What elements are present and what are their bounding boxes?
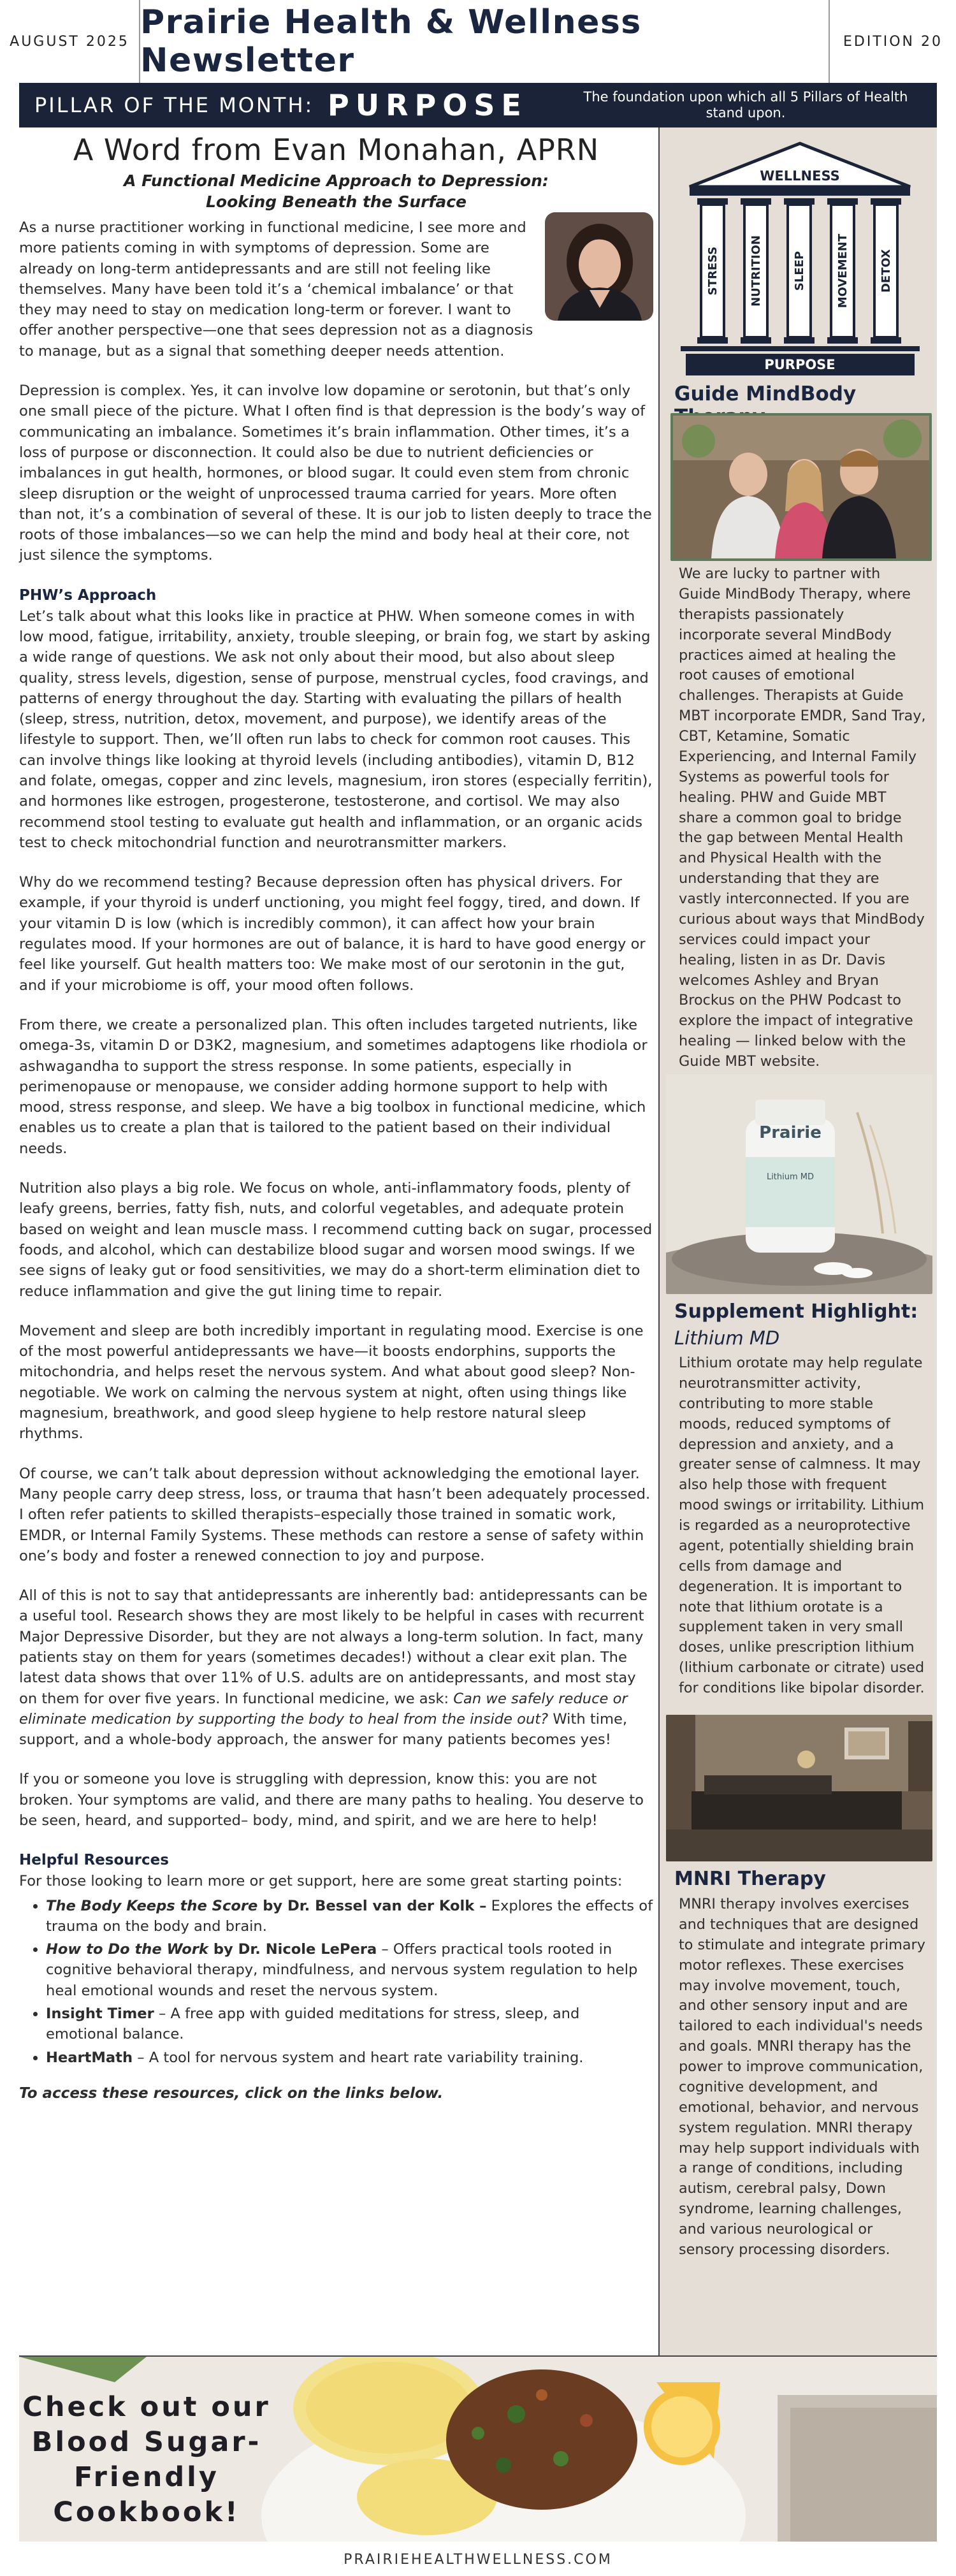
mbt-heading: Guide MindBody [674, 382, 857, 405]
article-paragraph: Movement and sleep are both incredibly important in regulating mood. Exercise is one of the most powerful antidepressants we have—it boosts endorphins, supports the mitochondria, and helps reset the nervous system. And what about good sleep? Non-negotiable. We work on calming the nervous system at night, often using things like magnesium, breathwork, and good sleep hygiene to help restore natural sleep rhythms. [19, 1322, 644, 1443]
approach-heading: PHW’s Approach [19, 586, 157, 604]
italic-question: Can we safely reduce or eliminate medication by supporting the body to heal from the inside out? [19, 1690, 628, 1728]
mbt-description: We are lucky to partner with Guide MindBody Therapy, where therapists passionately incorporate several MindBody practices aimed at healing the root causes of emotional challenges. Therapists at Guide MBT incorporate EMDR, Sand Tray, CBT, Ketamine, Somatic Experiencing, and Internal Family Systems as powerful tools for healing. PHW and Guide MBT share a common goal to bridge the gap between Mental Health and Physical Health with the understanding that they are vastly interconnected. If you are curious about ways that MindBody services could impact your healing, listen in as Dr. Davis welcomes Ashley and Bryan Brockus on the PHW Podcast to explore the impact of integrative healing — linked below with the Guide MBT website. [679, 565, 926, 1070]
column-label: SLEEP [793, 251, 806, 291]
author-headshot [545, 212, 653, 321]
resource-desc: Explores the effects of trauma on the body and brain. [46, 1897, 653, 1935]
column-label: NUTRITION [750, 235, 763, 307]
article-paragraph: Why do we recommend testing? Because depression often has physical drivers. For example, if your thyroid is underf unctioning, you might feel foggy, tired, and down. If your vitamin D is low (which is incredibly common), it can affect how your brain regulates mood. If your hormones are out of balance, it is hard to have good energy or feel like yourself. Gut health matters too: We make most of our serotonin in the gut, and if your microbiome is off, your mood often follows. [19, 874, 646, 994]
resource-title: How to Do the Work [46, 1941, 208, 1958]
cookbook-line-4: Cookbook! [53, 2496, 240, 2529]
temple-column [741, 198, 771, 344]
newsletter-header [0, 0, 956, 83]
temple-columns [697, 198, 901, 344]
edition-number: EDITION 20 [829, 0, 956, 83]
resource-title: Insight Timer [46, 2005, 154, 2023]
supplement-name: Lithium MD [674, 1327, 780, 1349]
mbt-team-photo [670, 413, 932, 561]
mnri-heading: MNRI Therapy [674, 1868, 826, 1890]
resource-item[interactable] [46, 2004, 653, 2045]
resource-desc: – A free app with guided meditations for stress, sleep, and emotional balance. [46, 2005, 580, 2043]
bottle-brand: Prairie [759, 1123, 822, 1142]
cookbook-banner[interactable] [19, 2357, 937, 2542]
resources-cta: To access these resources, click on the links below. [19, 2085, 444, 2102]
cookbook-cta[interactable] [19, 2390, 274, 2530]
column-label: MOVEMENT [836, 233, 850, 309]
column-label: STRESS [706, 246, 720, 296]
resource-desc: – Offers practical tools rooted in cognitive behavioral therapy, mindfulness, and nervous system regulation to help heal emotional wounds and reset the nervous system. [46, 1941, 638, 1999]
subtitle-line-2: Looking Beneath the Surface [205, 192, 467, 211]
resource-item[interactable] [46, 1939, 653, 2001]
temple-column [827, 198, 858, 344]
cookbook-line-2: Blood Sugar- [31, 2426, 262, 2459]
resource-item[interactable] [46, 2048, 653, 2068]
website-link[interactable]: PRAIRIEHEALTHWELLNESS.COM [344, 2552, 612, 2568]
article-paragraph: Depression is complex. Yes, it can involve low dopamine or serotonin, but that’s only one small piece of the picture. What I often find is that depression is the body’s way of communicating an imbalance. Sometimes it’s brain inflammation. Other times, it’s a loss of purpose or disconnection. It could also be due to nutrient deficiencies or imbalances in gut health, hormones, or blood sugar. It could even stem from chronic sleep disruption or the weight of unprocessed trauma carried for years. More often than not, it’s a combination of several of these. It is our job to listen deeply to trace the roots of those imbalances—so we can help the mind and body heal at their core, not just silence the symptoms. [19, 382, 652, 564]
article-title: A Word from Evan Monahan, APRN [73, 133, 600, 167]
pillar-label: PILLAR OF THE MONTH: [34, 93, 314, 117]
column-divider [658, 127, 660, 2355]
temple-roof-label: WELLNESS [760, 168, 840, 184]
temple-base-label: PURPOSE [764, 357, 836, 372]
column-label: DETOX [880, 249, 893, 293]
article-paragraph: Let’s talk about what this looks like in practice at PHW. When someone comes in with low mood, fatigue, irritability, anxiety, trouble sleeping, or brain fog, we start by asking a wide range of questions. We ask not only about their mood, but also about sleep quality, stress levels, digestion, sense of purpose, menstrual cycles, food cravings, and patterns of energy throughout the day. Starting with evaluating the pillars of health (sleep, stress, nutrition, detox, movement, and purpose), we identify areas of the lifestyle to support. Then, we’ll often run labs to check for common root causes. This can involve things like looking at thyroid levels (including antibodies), vitamin D, B12 and folate, omegas, copper and zinc levels, magnesium, iron stores (especially ferritin), and hormones like estrogen, progesterone, testosterone, and cortisol. We may also recommend stool testing to evaluate gut health and inflammation, or an organic acids test to check mitochondrial function and neurotransmitter markers. [19, 608, 653, 851]
resource-author: by Dr. Bessel van der Kolk – [257, 1897, 487, 1914]
temple-column [871, 198, 901, 344]
supplement-heading: Supplement Highlight: [674, 1300, 918, 1323]
resources-list [19, 1896, 653, 2068]
supplement-photo [666, 1074, 932, 1294]
pillar-of-month-bar [19, 83, 937, 127]
issue-date: AUGUST 2025 [0, 0, 140, 83]
resource-author: by Dr. Nicole LePera [208, 1941, 377, 1958]
text-run: All of this is not to say that antidepressants are inherently bad: antidepressants can be a useful tool. Research shows they are most likely to be helpful in cases with recurrent Major Depressive Disorder, but they are not always a long-term solution. In fact, many patients stay on them for years (sometimes decades!) without a clear exit plan. The latest data shows that over 11% of U.S. adults are on antidepressants, and most stay on them for over five years. In functional medicine, we ask: [19, 1587, 648, 1707]
article-paragraph: Nutrition also plays a big role. We focus on whole, anti-inflammatory foods, plenty of leafy greens, berries, fatty fish, nuts, and colorful vegetables, and adequate protein based on weight and lean muscle mass. I recommend cutting back on sugar, processed foods, and alcohol, which can destabilize blood sugar and worsen mood swings. If we see signs of leaky gut or food sensitivities, we may do a short-term elimination diet to reduce inflammation and give the gut lining time to repair. [19, 1180, 653, 1300]
resource-title: The Body Keeps the Score [46, 1897, 258, 1914]
bottle-label: Lithium MD [766, 1172, 815, 1182]
resources-intro: For those looking to learn more or get support, here are some great starting points: [19, 1873, 623, 1890]
temple-column [784, 198, 815, 344]
mnri-description: MNRI therapy involves exercises and techniques that are designed to stimulate and integrate primary motor reflexes. These exercises may involve movement, touch, and other sensory input and are tailored to each individual's needs and goals. MNRI therapy has the power to improve communication, cognitive development, and emotional, behavior, and nervous system regulation. MNRI therapy may help support individuals with a range of conditions, including autism, cerebral palsy, Down syndrome, learning challenges, and various neurological or sensory processing disorders. [679, 1896, 925, 2258]
pillar-value: PURPOSE [328, 88, 528, 122]
newsletter-title: Prairie Health & Wellness Newsletter [140, 3, 642, 80]
resource-desc: – A tool for nervous system and heart rate variability training. [133, 2049, 584, 2066]
resources-heading: Helpful Resources [19, 1852, 169, 1869]
supplement-description: Lithium orotate may help regulate neurotransmitter activity, contributing to more stable moods, reduced symptoms of depression and anxiety, and a greater sense of calmness. It may also help those with frequent mood swings or irritability. Lithium is regarded as a neuroprotective agent, potentially shielding brain cells from damage and degeneration. It is important to note that lithium orotate is a supplement taken in very small doses, unlike prescription lithium (lithium carbonate or citrate) used for conditions like bipolar disorder. [679, 1355, 925, 1696]
article-paragraph: From there, we create a personalized plan. This often includes targeted nutrients, like omega-3s, vitamin D or D3K2, magnesium, and sometimes adaptogens like rhodiola or ashwagandha to support the stress response. In some patients, especially in perimenopause or menopause, we consider adding hormone support to help with mood, stress response, and sleep. We have a big toolbox in functional medicine, which enables us to create a plan that is tailored to the patient based on their individual needs. [19, 1016, 648, 1157]
subtitle-line-1: A Functional Medicine Approach to Depression: [124, 171, 549, 190]
main-article [19, 127, 653, 2104]
article-paragraph: Of course, we can’t talk about depression without acknowledging the emotional layer. Many people carry deep stress, loss, or trauma that hasn’t been adequately processed. I often refer patients to skilled therapists–especially those trained in somatic work, EMDR, or Internal Family Systems. These methods can restore a sense of safety within one’s body and foster a renewed connection to joy and purpose. [19, 1465, 651, 1564]
resource-title: HeartMath [46, 2049, 133, 2066]
article-paragraph: As a nurse practitioner working in functional medicine, I see more and more patients coming in with symptoms of depression. Some are already on long-term antidepressants and are still not feeling like themselves. Many have been told it’s a ‘chemical imbalance’ or that they may need to stay on medication long-term or forever. I want to offer another perspective—one that sees depression not as a diagnosis to manage, but as a signal that something deeper needs attention. [19, 219, 533, 360]
pillar-description: The foundation upon which all 5 Pillars of Health stand upon. [583, 89, 908, 120]
article-subtitle [19, 171, 653, 212]
pillars-temple-graphic [674, 137, 926, 379]
cookbook-line-3: Friendly [74, 2461, 219, 2494]
text-run: With time, support, and a whole-body approach, the answer for many patients becomes yes! [19, 1710, 628, 1749]
resource-item[interactable] [46, 1896, 653, 1937]
article-paragraph: If you or someone you love is struggling with depression, know this: you are not broken. Your symptoms are valid, and there are many paths to healing. You deserve to be seen, heard, and supported– body, mind, and spirit, and we are here to help! [19, 1771, 644, 1830]
cookbook-line-1: Check out our [22, 2391, 271, 2423]
mnri-room-photo [666, 1715, 932, 1861]
article-body [19, 212, 653, 2104]
temple-column [697, 198, 728, 344]
article-paragraph [19, 1585, 653, 1750]
